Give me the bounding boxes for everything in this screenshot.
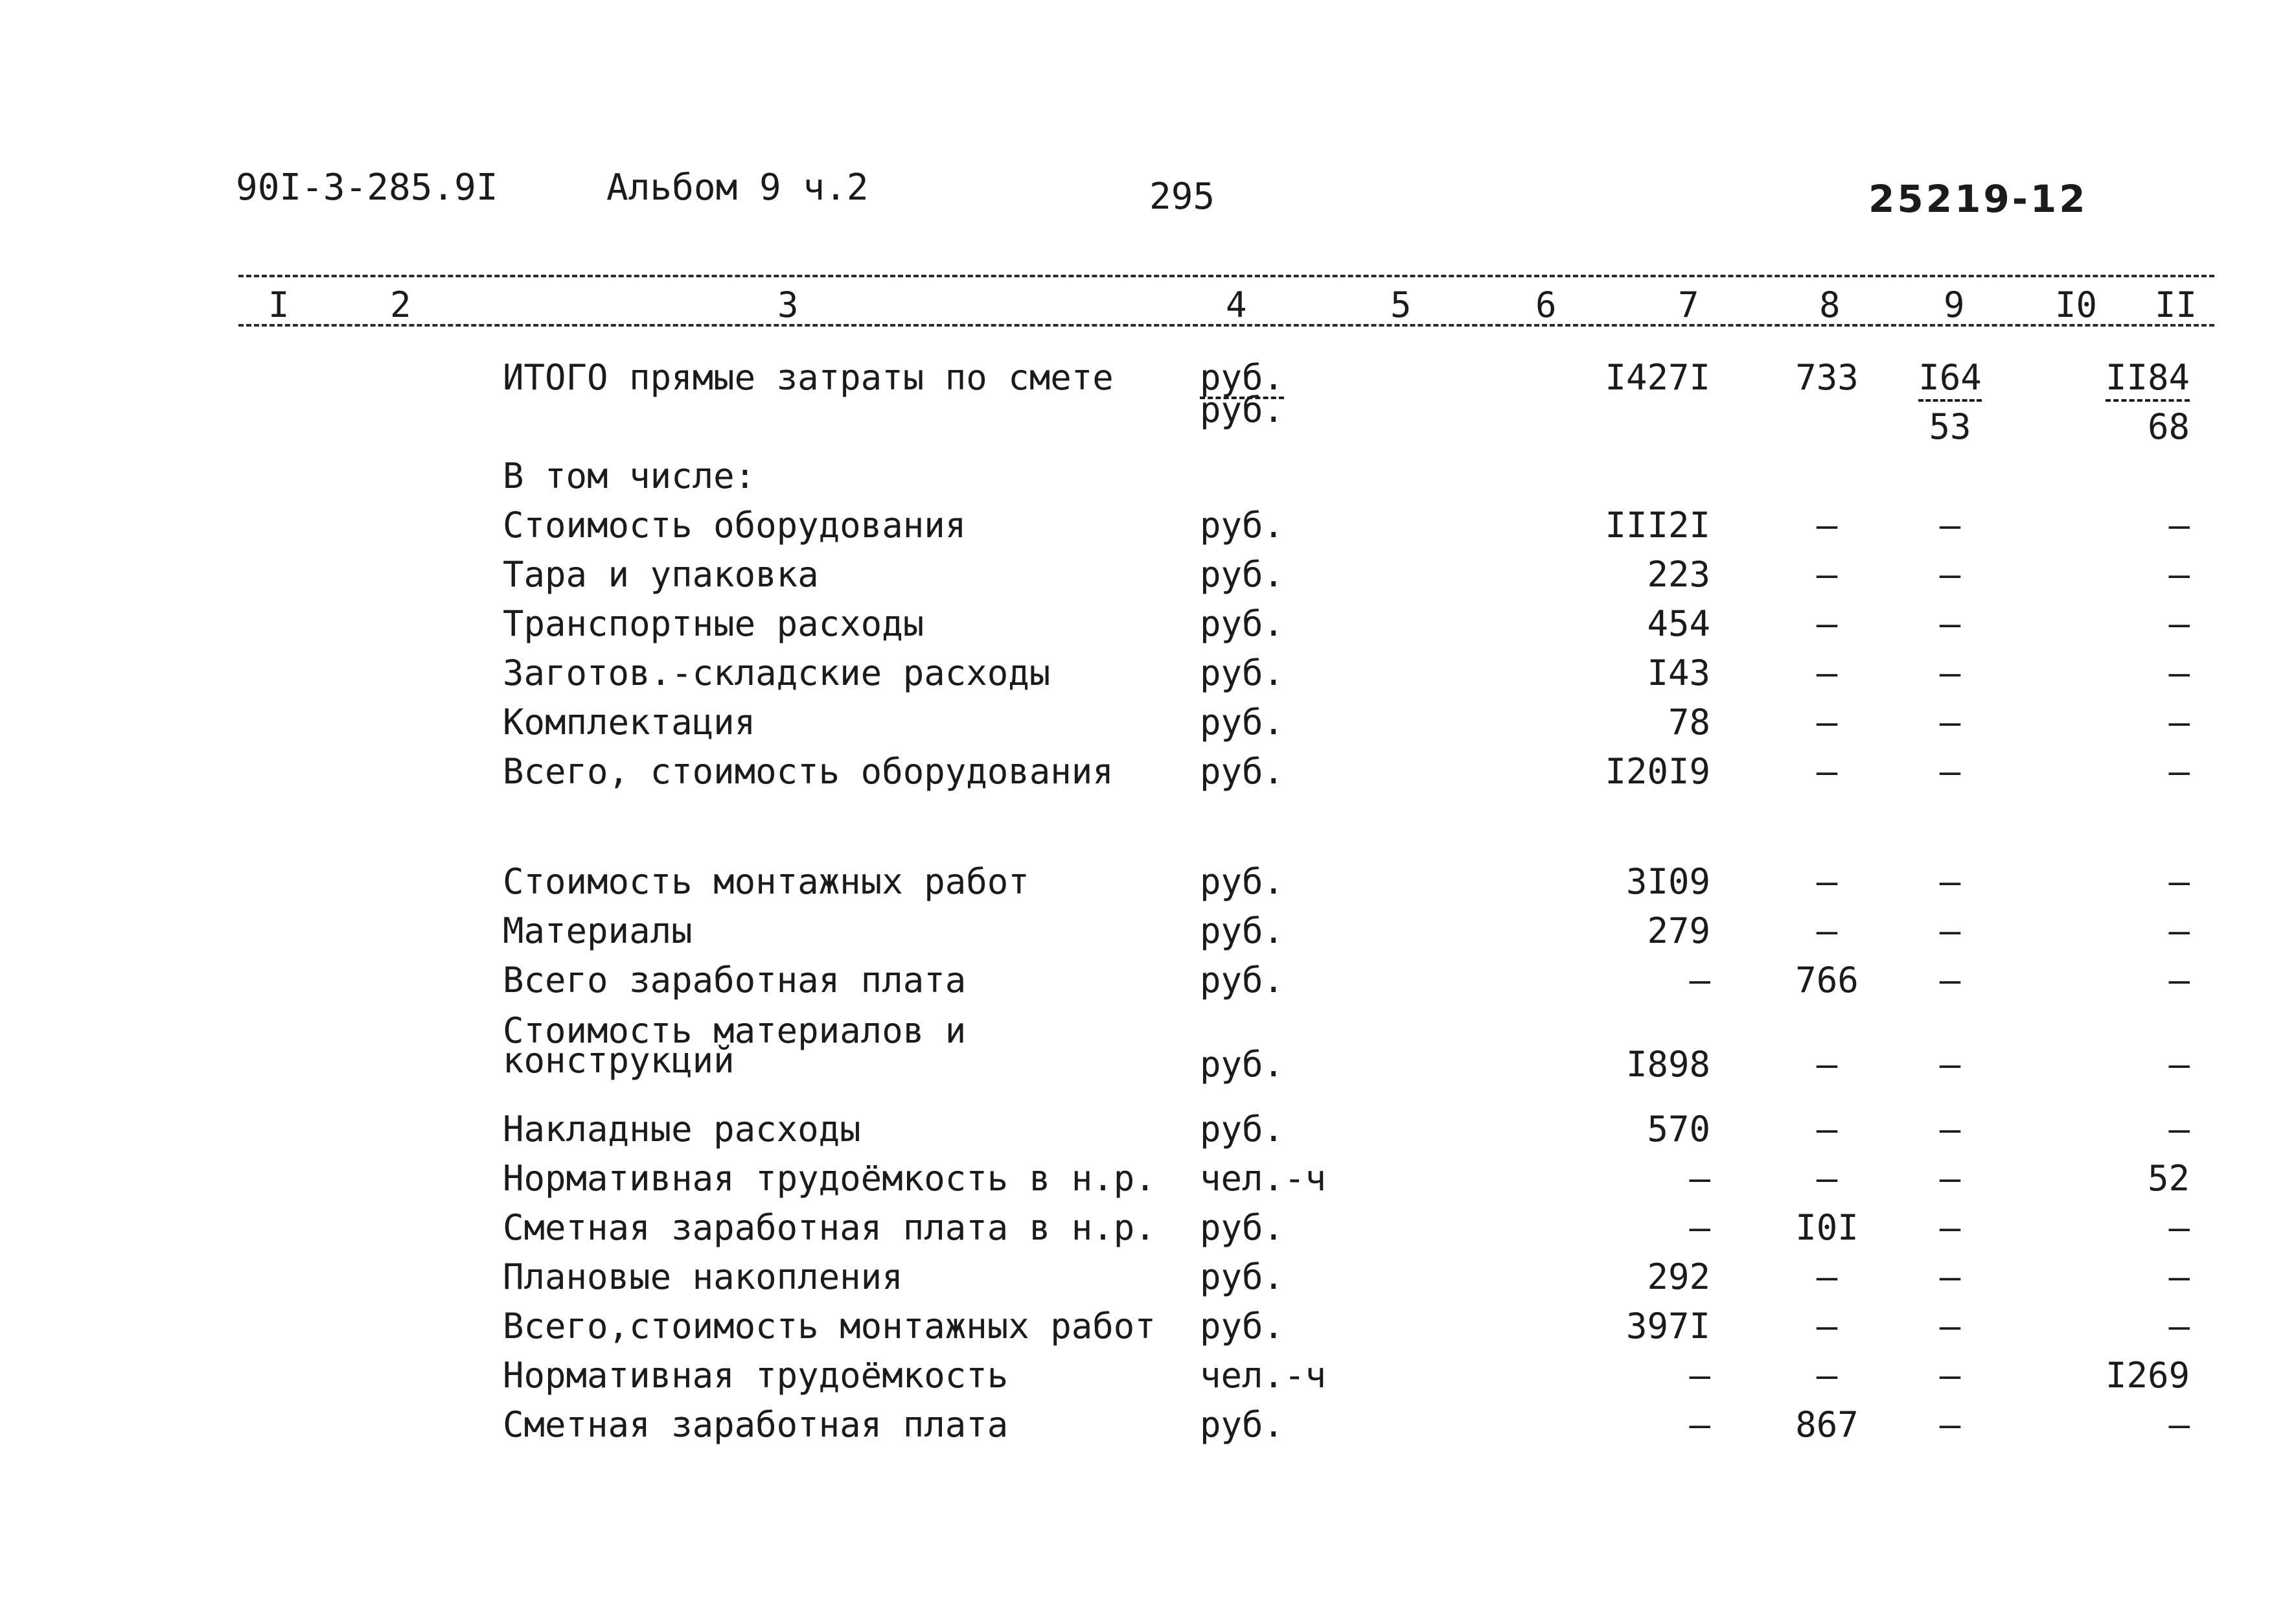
row-unit: руб. xyxy=(1200,1404,1285,1445)
row-unit: руб. xyxy=(1200,1207,1285,1248)
column-number-8: 8 xyxy=(1819,284,1841,325)
column-number-5: 5 xyxy=(1390,284,1412,325)
document-code: 25219-12 xyxy=(1868,177,2088,221)
row-col8: – xyxy=(1816,653,1838,693)
row-col11: – xyxy=(2168,1306,2190,1347)
row-col9: – xyxy=(1939,1256,1961,1297)
summary-unit-top: руб. xyxy=(1200,357,1285,398)
row-label: Заготов.-складские расходы xyxy=(503,653,1051,693)
row-col8: – xyxy=(1816,1109,1838,1150)
row-col7: – xyxy=(1689,1404,1710,1445)
column-number-11: II xyxy=(2155,284,2198,325)
row-col7: 570 xyxy=(1647,1109,1710,1150)
row-col11: – xyxy=(2168,1256,2190,1297)
row-label: Нормативная трудоёмкость xyxy=(503,1355,1009,1396)
row-col9: – xyxy=(1939,1404,1961,1445)
row-col11: – xyxy=(2168,653,2190,693)
row-col7: 78 xyxy=(1668,702,1710,743)
row-col8: – xyxy=(1816,1158,1838,1199)
row-unit: руб. xyxy=(1200,751,1285,792)
row-unit: чел.-ч xyxy=(1200,1355,1327,1396)
page-number: 295 xyxy=(1149,176,1215,218)
summary-col8: 733 xyxy=(1795,357,1859,398)
row-col9: – xyxy=(1939,960,1961,1000)
row-col7: I43 xyxy=(1647,653,1710,693)
row-col9: – xyxy=(1939,603,1961,644)
column-number-1: I xyxy=(268,284,290,325)
row-col11: – xyxy=(2168,603,2190,644)
row-col8: 867 xyxy=(1795,1404,1859,1445)
row-col7: 292 xyxy=(1647,1256,1710,1297)
row-col8: – xyxy=(1816,505,1838,546)
row-col11: – xyxy=(2168,910,2190,951)
row-col9: – xyxy=(1939,751,1961,792)
row-col9: – xyxy=(1939,554,1961,595)
row-col9: – xyxy=(1939,1306,1961,1347)
row-col7: III2I xyxy=(1605,505,1710,546)
row-unit: руб. xyxy=(1200,910,1285,951)
row-col7: 223 xyxy=(1647,554,1710,595)
row-unit: руб. xyxy=(1200,1109,1285,1150)
row-label: Стоимость оборудования xyxy=(503,505,967,546)
row-col7: – xyxy=(1689,1207,1710,1248)
row-col9: – xyxy=(1939,1355,1961,1396)
row-label: Плановые накопления xyxy=(503,1256,903,1297)
row-unit: руб. xyxy=(1200,1306,1285,1347)
row-col11: I269 xyxy=(2105,1355,2190,1396)
row-col8: – xyxy=(1816,1306,1838,1347)
row-col8: – xyxy=(1816,554,1838,595)
row-col11: – xyxy=(2168,702,2190,743)
column-number-9: 9 xyxy=(1944,284,1965,325)
summary-col7: I427I xyxy=(1605,357,1710,398)
row-col8: – xyxy=(1816,1256,1838,1297)
row-unit: руб. xyxy=(1200,1044,1285,1085)
row-col7: 279 xyxy=(1647,910,1710,951)
row-col8: – xyxy=(1816,1044,1838,1085)
row-label: Всего заработная плата xyxy=(503,960,967,1000)
row-col9: – xyxy=(1939,1158,1961,1199)
row-unit: руб. xyxy=(1200,505,1285,546)
row-col11: – xyxy=(2168,1109,2190,1150)
row-unit: руб. xyxy=(1200,861,1285,902)
row-col7: I898 xyxy=(1625,1044,1710,1085)
row-col8: – xyxy=(1816,702,1838,743)
row-unit: руб. xyxy=(1200,603,1285,644)
row-col8: – xyxy=(1816,751,1838,792)
row-unit: руб. xyxy=(1200,1256,1285,1297)
summary-col11-bottom: 68 xyxy=(2147,406,2190,447)
summary-label: ИТОГО прямые затраты по смете xyxy=(503,357,1114,398)
row-label: Сметная заработная плата xyxy=(503,1404,1009,1445)
row-col11: – xyxy=(2168,505,2190,546)
row-unit: руб. xyxy=(1200,653,1285,693)
column-number-10: I0 xyxy=(2055,284,2098,325)
row-col9: – xyxy=(1939,702,1961,743)
row-col9: – xyxy=(1939,1109,1961,1150)
row-col11: – xyxy=(2168,751,2190,792)
row-col11: – xyxy=(2168,554,2190,595)
album-label: Альбом 9 ч.2 xyxy=(606,167,869,209)
row-col7: – xyxy=(1689,1355,1710,1396)
column-number-2: 2 xyxy=(390,284,411,325)
row-col9: – xyxy=(1939,653,1961,693)
row-label: Накладные расходы xyxy=(503,1109,861,1150)
row-label: Транспортные расходы xyxy=(503,603,924,644)
column-number-6: 6 xyxy=(1535,284,1557,325)
row-col8: – xyxy=(1816,1355,1838,1396)
row-label: Материалы xyxy=(503,910,693,951)
column-number-7: 7 xyxy=(1678,284,1699,325)
row-col9: – xyxy=(1939,910,1961,951)
row-label: Тара и упаковка xyxy=(503,554,819,595)
row-col7: 454 xyxy=(1647,603,1710,644)
row-col7: I20I9 xyxy=(1605,751,1710,792)
row-unit: чел.-ч xyxy=(1200,1158,1327,1199)
row-col7: – xyxy=(1689,1158,1710,1199)
row-col8: – xyxy=(1816,861,1838,902)
row-col7: 397I xyxy=(1625,1306,1710,1347)
column-number-3: 3 xyxy=(777,284,799,325)
row-label-line2: конструкций xyxy=(503,1040,735,1081)
row-unit: руб. xyxy=(1200,554,1285,595)
row-col11: – xyxy=(2168,861,2190,902)
row-col9: – xyxy=(1939,861,1961,902)
row-col9: – xyxy=(1939,505,1961,546)
row-col8: – xyxy=(1816,603,1838,644)
section-label: В том числе: xyxy=(503,456,756,496)
row-label: Комплектация xyxy=(503,702,756,743)
row-col7: – xyxy=(1689,960,1710,1000)
row-label: Всего, стоимость оборудования xyxy=(503,751,1114,792)
header-rule-top xyxy=(238,275,2214,277)
row-col9: – xyxy=(1939,1044,1961,1085)
summary-col9-bottom: 53 xyxy=(1929,406,1971,447)
row-col7: 3I09 xyxy=(1625,861,1710,902)
summary-col11-top-value: II84 xyxy=(2106,357,2190,402)
row-col9: – xyxy=(1939,1207,1961,1248)
row-col8: 766 xyxy=(1795,960,1859,1000)
row-col11: – xyxy=(2168,960,2190,1000)
row-label-line1: Стоимость материалов и xyxy=(503,1010,967,1051)
row-label: Всего,стоимость монтажных работ xyxy=(503,1306,1156,1347)
row-col11: – xyxy=(2168,1207,2190,1248)
row-label: Сметная заработная плата в н.р. xyxy=(503,1207,1156,1248)
row-col11: 52 xyxy=(2147,1158,2190,1199)
row-label: Стоимость монтажных работ xyxy=(503,861,1029,902)
summary-col9-top-value: I64 xyxy=(1918,357,1982,402)
row-col11: – xyxy=(2168,1044,2190,1085)
summary-col9-top xyxy=(1892,357,2008,398)
row-unit: руб. xyxy=(1200,702,1285,743)
row-col8: I0I xyxy=(1795,1207,1859,1248)
row-label: Нормативная трудоёмкость в н.р. xyxy=(503,1158,1156,1199)
row-col8: – xyxy=(1816,910,1838,951)
row-col11: – xyxy=(2168,1404,2190,1445)
summary-unit-bottom: руб. xyxy=(1200,389,1285,430)
summary-col11-top xyxy=(2041,357,2190,398)
column-number-4: 4 xyxy=(1226,284,1247,325)
doc-number: 90I-3-285.9I xyxy=(236,167,498,209)
row-unit: руб. xyxy=(1200,960,1285,1000)
